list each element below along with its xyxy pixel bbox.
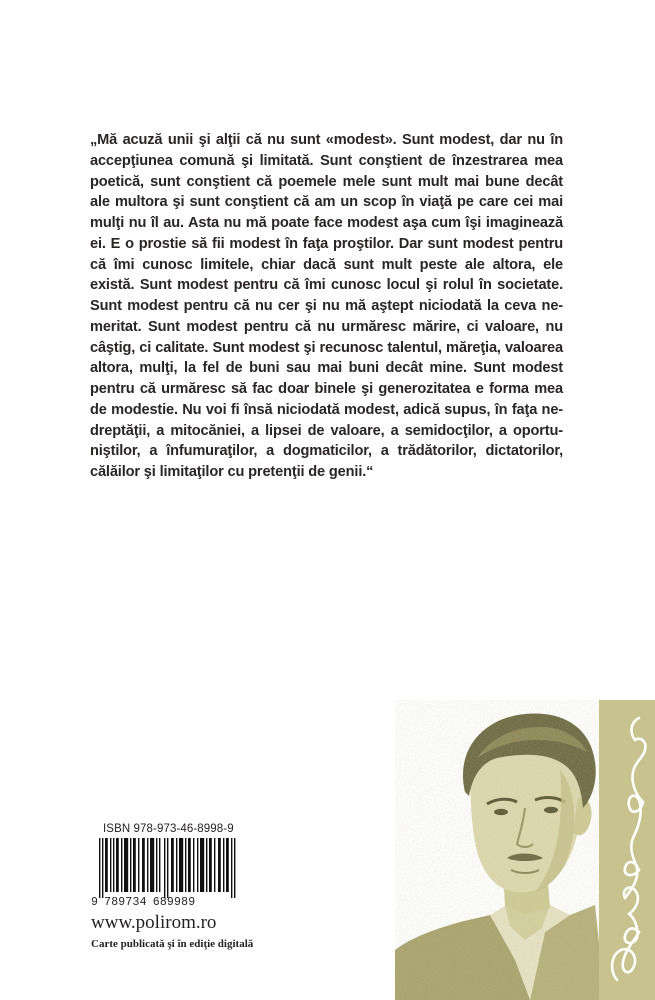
barcode-digit-prefix: 9 xyxy=(91,896,99,909)
barcode-digit-group: 789734 xyxy=(104,896,147,909)
quote-line: că îmi cunosc limitele, chiar dacă sunt mult peste ale altora, ele xyxy=(90,256,563,273)
quote-block xyxy=(90,130,563,483)
quote-line: „Mă acuză unii şi alţii că nu sunt «modest». Sunt modest, dar nu în xyxy=(90,132,563,148)
quote-line: câştig, ci calitate. Sunt modest şi recunosc talentul, măreţia, valoarea xyxy=(90,339,563,356)
quote-line: accepţiunea comună şi limitată. Sunt conştient de înzestrarea mea xyxy=(90,152,563,169)
quote-line: există. Sunt modest pentru că îmi cunosc locul şi rolul în societate. xyxy=(90,277,563,294)
quote-line: ei. E o prostie să fii modest în faţa proştilor. Dar sunt modest pentru xyxy=(90,235,563,252)
quote-line: călăilor şi limitaţilor cu pretenţii de genii.“ xyxy=(90,464,374,480)
quote-line: pentru că urmăresc să fac doar binele şi generozitatea e forma mea xyxy=(90,381,563,397)
author-signature xyxy=(599,700,655,1000)
quote-line: dreptăţii, a mitocăniei, a lipsei de valoare, a semidocţilor, a oportu- xyxy=(90,422,563,439)
publisher-website: www.polirom.ro xyxy=(91,912,217,933)
quote-line: Sunt modest pentru că nu cer şi nu mă aştept niciodată la ceva ne- xyxy=(90,298,563,314)
quote-line: altora, mulţi, la fel de buni sau mai buni decât mine. Sunt modest xyxy=(90,360,563,377)
quote-line: mulţi nu îl au. Asta nu mă poate face modest aşa cum îşi imaginează xyxy=(90,215,563,231)
quote-line: meritat. Sunt modest pentru că nu urmăresc mărire, ci valoare, nu xyxy=(90,318,563,335)
barcode xyxy=(91,838,242,898)
barcode-digits xyxy=(91,896,242,909)
quote-line: de modestie. Nu voi fi însă niciodată modest, adică supus, în faţa ne- xyxy=(90,401,563,418)
signature-panel xyxy=(599,700,655,1000)
quote-line: niştilor, a înfumuraţilor, a dogmaticilor, a trădătorilor, dictatorilor, xyxy=(90,443,563,460)
quote-line: ale multora şi sunt conştient că am un scop în viaţă pe care cei mai xyxy=(90,194,563,211)
digital-edition-note: Carte publicată şi în ediţie digitală xyxy=(91,938,254,950)
quote-line: poetică, sunt conştient că poemele mele sunt mult mai bune decât xyxy=(90,173,563,190)
barcode-digit-group: 689989 xyxy=(152,896,196,909)
isbn-label: ISBN 978-973-46-8998-9 xyxy=(103,823,234,835)
